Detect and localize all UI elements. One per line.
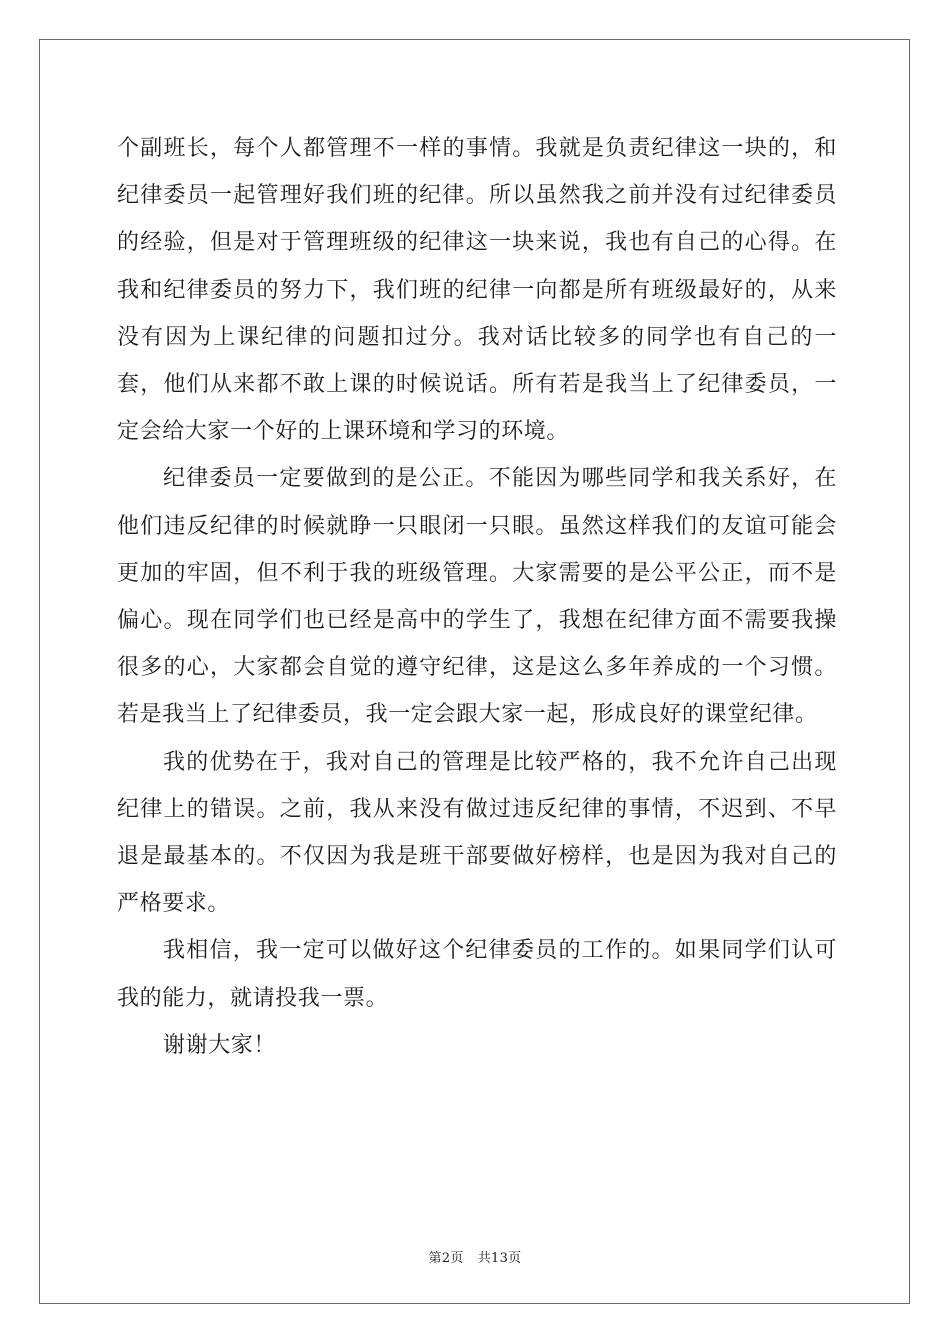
- paragraph-3: 我的优势在于，我对自己的管理是比较严格的，我不允许自己出现纪律上的错误。之前，我从来没有做过违反纪律的事情，不迟到、不早退是最基本的。不仅因为我是班干部要做好榜样，也是因为我对自己的严格要求。: [117, 749, 837, 917]
- paragraph-5: 谢谢大家！: [163, 1032, 277, 1058]
- paragraph-1: 个副班长，每个人都管理不一样的事情。我就是负责纪律这一块的，和纪律委员一起管理好我们班的纪律。所以虽然我之前并没有过纪律委员的经验，但是对于管理班级的纪律这一块来说，我也有自己的心得。在我和纪律委员的努力下，我们班的纪律一向都是所有班级最好的，从来没有因为上课纪律的问题扣过分。我对话比较多的同学也有自己的一套，他们从来都不敢上课的时候说话。所有若是我当上了纪律委员，一定会给大家一个好的上课环境和学习的环境。: [117, 136, 837, 445]
- page-footer: [0, 1247, 950, 1266]
- document-body: [117, 125, 837, 1069]
- paragraph-4: 我相信，我一定可以做好这个纪律委员的工作的。如果同学们认可我的能力，就请投我一票。: [117, 938, 837, 1011]
- page-number: 第2页: [428, 1251, 464, 1266]
- page-total: 共13页: [477, 1251, 522, 1266]
- paragraph-2: 纪律委员一定要做到的是公正。不能因为哪些同学和我关系好，在他们违反纪律的时候就睁一只眼闭一只眼。虽然这样我们的友谊可能会更加的牢固，但不利于我的班级管理。大家需要的是公平公正，而不是偏心。现在同学们也已经是高中的学生了，我想在纪律方面不需要我操很多的心，大家都会自觉的遵守纪律，这是这么多年养成的一个习惯。若是我当上了纪律委员，我一定会跟大家一起，形成良好的课堂纪律。: [117, 466, 837, 728]
